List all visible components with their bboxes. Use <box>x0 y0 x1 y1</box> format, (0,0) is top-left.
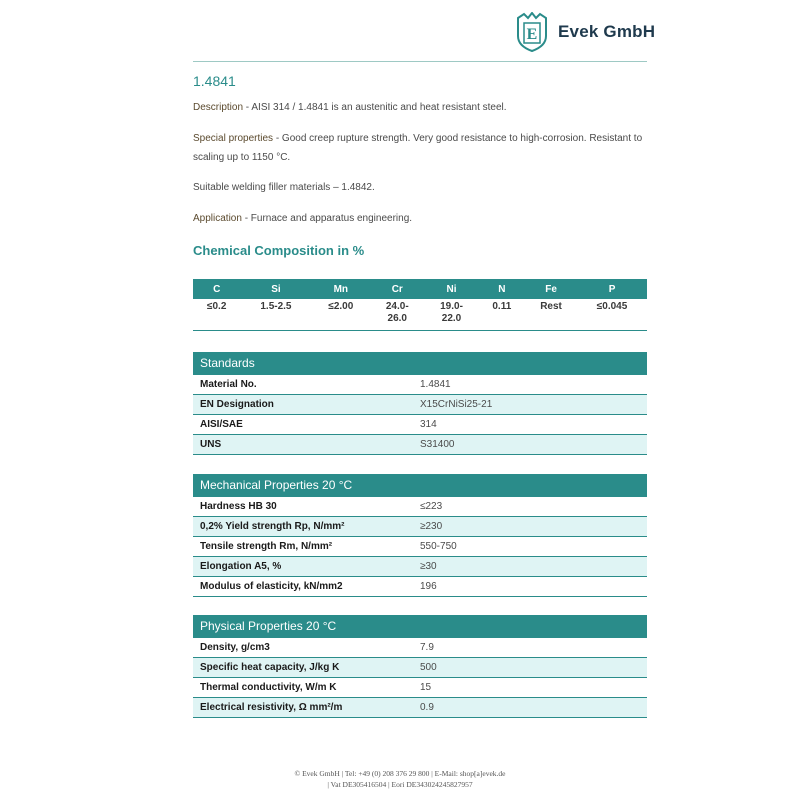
mechanical-properties-table <box>193 474 647 597</box>
property-name: UNS <box>200 439 222 450</box>
composition-heading: Chemical Composition in % <box>193 243 365 258</box>
standards-table <box>193 352 647 455</box>
property-value: 550-750 <box>420 541 457 552</box>
property-name: Electrical resistivity, Ω mm²/m <box>200 702 343 713</box>
table-row <box>193 698 647 718</box>
table-row <box>193 678 647 698</box>
table-row <box>193 658 647 678</box>
property-value: S31400 <box>420 439 455 450</box>
physical-heading: Physical Properties 20 °C <box>193 615 647 638</box>
property-name: AISI/SAE <box>200 419 243 430</box>
composition-value-cell: ≤0.045 <box>596 301 628 312</box>
header-divider <box>193 61 647 62</box>
composition-header-cell: Ni <box>424 279 478 299</box>
company-name: Evek GmbH <box>558 22 656 41</box>
property-value: 196 <box>420 581 437 592</box>
property-name: EN Designation <box>200 399 274 410</box>
property-value: 500 <box>420 662 437 673</box>
composition-value-cell: 24.0- 26.0 <box>385 301 409 324</box>
composition-value-cell: ≤2.00 <box>328 301 354 312</box>
table-row <box>193 395 647 415</box>
property-value: 314 <box>420 419 437 430</box>
svg-text:E: E <box>526 26 538 43</box>
welding-filler-text: Suitable welding filler materials – 1.4842. <box>193 182 375 193</box>
property-name: Hardness HB 30 <box>200 501 277 512</box>
property-value: ≥230 <box>420 521 443 532</box>
footer-contact-line: © Evek GmbH | Tel: +49 (0) 208 376 29 800 | E-Mail: shop[a]evek.de <box>294 769 506 778</box>
composition-header-cell: Cr <box>370 279 424 299</box>
physical-properties-table <box>193 615 647 718</box>
application-text: - Furnace and apparatus engineering. <box>241 213 413 224</box>
mechanical-heading: Mechanical Properties 20 °C <box>193 474 647 497</box>
composition-bottom-rule <box>193 330 647 331</box>
property-value: 7.9 <box>420 642 434 653</box>
property-value: 1.4841 <box>420 379 451 390</box>
property-name: Elongation A5, % <box>200 561 282 572</box>
composition-header-cell: N <box>479 279 525 299</box>
property-name: Tensile strength Rm, N/mm² <box>200 541 333 552</box>
property-value: 15 <box>420 682 432 693</box>
property-name: Material No. <box>200 379 257 390</box>
shield-e-logo-icon <box>514 12 550 52</box>
special-properties-paragraph <box>193 129 653 167</box>
application-paragraph <box>193 209 653 228</box>
table-row <box>193 415 647 435</box>
special-properties-text: - Good creep rupture strength. Very good resistance to high-corrosion. Resistant to scaling up to 1150 °C. <box>193 133 643 163</box>
composition-header-cell: Si <box>240 279 311 299</box>
composition-value-row <box>193 299 647 330</box>
composition-value-cell: 1.5-2.5 <box>260 301 292 312</box>
composition-value-cell: ≤0.2 <box>206 301 227 312</box>
table-row <box>193 638 647 658</box>
property-value: ≤223 <box>420 501 443 512</box>
description-label: Description <box>193 102 244 113</box>
table-row <box>193 435 647 455</box>
property-name: Thermal conductivity, W/m K <box>200 682 337 693</box>
composition-header-cell: C <box>193 279 240 299</box>
composition-header-cell: Mn <box>312 279 371 299</box>
welding-filler-paragraph <box>193 178 653 197</box>
property-name: Specific heat capacity, J/kg K <box>200 662 340 673</box>
table-row <box>193 557 647 577</box>
property-name: Modulus of elasticity, kN/mm2 <box>200 581 343 592</box>
page-title: 1.4841 <box>193 73 236 89</box>
company-logo <box>514 12 655 52</box>
table-row <box>193 537 647 557</box>
description-text: - AISI 314 / 1.4841 is an austenitic and heat resistant steel. <box>243 102 507 113</box>
application-label: Application <box>193 213 242 224</box>
composition-header-cell: Fe <box>525 279 577 299</box>
table-row <box>193 517 647 537</box>
special-properties-label: Special properties <box>193 133 274 144</box>
footer-vat-line: | Vat DE305416504 | Eori DE343024245827957 <box>327 780 473 789</box>
property-name: Density, g/cm3 <box>200 642 270 653</box>
property-value: X15CrNiSi25-21 <box>420 399 493 410</box>
property-value: 0.9 <box>420 702 434 713</box>
standards-heading: Standards <box>193 352 647 375</box>
composition-header-row <box>193 279 647 299</box>
description-paragraph <box>193 98 653 117</box>
table-row <box>193 577 647 597</box>
composition-table <box>193 279 647 330</box>
composition-value-cell: 0.11 <box>492 301 512 312</box>
table-row <box>193 375 647 395</box>
table-row <box>193 497 647 517</box>
composition-value-cell: 19.0- 22.0 <box>440 301 463 324</box>
composition-value-cell: Rest <box>540 301 562 312</box>
property-name: 0,2% Yield strength Rp, N/mm² <box>200 521 345 532</box>
composition-header-cell: P <box>577 279 647 299</box>
property-value: ≥30 <box>420 561 437 572</box>
